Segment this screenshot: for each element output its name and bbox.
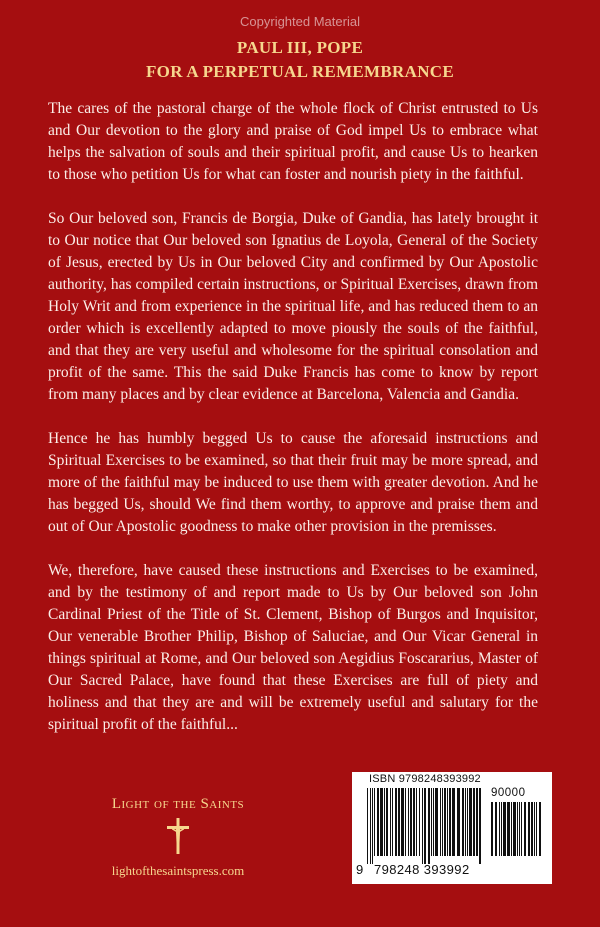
barcode-bar [491, 802, 493, 856]
paragraph-4: We, therefore, have caused these instructions and Exercises to be examined, and by the testimony of and report made to Us by Our beloved son John Cardinal Priest of the Title of St. Clement, Bishop of Burgos and Inquisitor, Our venerable Brother Philip, Bishop of Saluciae, and Our Vicar General in things spiritual at Rome, and Our beloved son Aegidius Foscararius, Master of Our Sacred Palace, have found that these Exercises are full of piety and holiness and that they are and will be extremely useful and salutary for the spiritual profit of the faithful... [48, 562, 538, 733]
barcode-bar [410, 788, 412, 856]
barcode-bar [380, 788, 383, 856]
barcode-bar [405, 788, 406, 856]
barcode-bar [528, 802, 530, 856]
barcode-bar [419, 788, 420, 856]
barcode-bar [442, 788, 443, 856]
barcode-bar [422, 788, 423, 864]
copyright-watermark: Copyrighted Material [240, 14, 360, 29]
barcode-bar [524, 802, 526, 856]
barcode-bar [440, 788, 441, 856]
barcode-bar [536, 802, 537, 856]
barcode-bar [519, 802, 520, 856]
price-barcode-bars [490, 802, 544, 864]
barcode-bar [499, 802, 500, 856]
barcode-bar [401, 788, 404, 856]
barcode-bar [511, 802, 512, 856]
price-code: 90000 [491, 787, 526, 799]
barcode-bar [435, 788, 438, 856]
barcode-bar [501, 802, 502, 856]
heading-line-2: FOR A PERPETUAL REMEMBRANCE [146, 62, 454, 81]
barcode-bar [444, 788, 446, 856]
barcode-bar [452, 788, 455, 856]
barcode-bar [413, 788, 415, 856]
barcode-bar [424, 788, 426, 864]
barcode-bar [517, 802, 518, 856]
barcode-bar [386, 788, 388, 856]
barcode-bar [384, 788, 385, 856]
isbn-label: ISBN 9798248393992 [369, 773, 481, 785]
barcode-bar [521, 802, 522, 856]
barcode-bar [370, 788, 371, 864]
barcode-bar [398, 788, 400, 856]
barcode-bar [374, 788, 375, 856]
barcode-bar [465, 788, 466, 856]
barcode-bar [479, 788, 481, 864]
barcode-bar [367, 788, 368, 864]
barcode-bar [431, 788, 432, 856]
barcode-bar [428, 788, 430, 864]
barcode-bar [473, 788, 475, 856]
barcode-bar [531, 802, 533, 856]
barcode-bar [503, 802, 506, 856]
heading-line-1: PAUL III, POPE [236, 38, 364, 57]
barcode-bar [513, 802, 516, 856]
publisher-block [78, 796, 278, 879]
page-heading [0, 36, 600, 84]
barcode-bar [534, 802, 535, 856]
barcode-bar [539, 802, 541, 856]
barcode-bar [392, 788, 393, 856]
barcode-bar [447, 788, 448, 856]
barcode-bar [467, 788, 468, 856]
barcode-bar [495, 802, 497, 856]
barcode-bar [408, 788, 409, 856]
barcode-digits: 798248 393992 [374, 862, 470, 877]
barcode-bar [462, 788, 464, 856]
publisher-name: Light of the Saints [111, 796, 245, 812]
isbn-barcode [352, 772, 552, 884]
body-text [48, 98, 538, 758]
barcode-bar [372, 788, 373, 864]
barcode-bars [366, 788, 484, 864]
paragraph-3: Hence he has humbly begged Us to cause the aforesaid instructions and Spiritual Exercises to be examined, so that their fruit may be more spread, and more of the faithful may be induced to use them with greater devotion. And he has begged Us, should We find them worthy, to approve and praise them and out of Our Apostolic goodness to make other provision in the premisses. [48, 430, 538, 535]
paragraph-2: So Our beloved son, Francis de Borgia, Duke of Gandia, has lately brought it to Our notice that Our beloved son Ignatius de Loyola, General of the Society of Jesus, erected by Us in Our beloved City and confirmed by Our Apostolic authority, has compiled certain instructions, or Spiritual Exercises, drawn from Holy Writ and from experience in the spiritual life, and has reduced them to an order which is excellently adapted to move piously the souls of the faithful, and that they are very useful and wholesome for the spiritual consolation and profit of the same. This the said Duke Francis has come to know by report from many places and by clear evidence at Barcelona, Valencia and Gandia. [48, 210, 538, 403]
barcode-digit-first: 9 [356, 862, 364, 877]
barcode-bar [457, 788, 460, 856]
barcode-bar [476, 788, 478, 856]
barcode-bar [449, 788, 451, 856]
barcode-bar [469, 788, 472, 856]
barcode-bar [395, 788, 397, 856]
barcode-bar [390, 788, 391, 856]
paragraph-1: The cares of the pastoral charge of the whole flock of Christ entrusted to Us and Our devotion to the glory and praise of God impel Us to embrace what helps the salvation of souls and their spiritual profit, and cause Us to hearken to those who petition Us for what can foster and nourish piety in the faithful. [48, 100, 538, 183]
publisher-url: lightofthesaintspress.com [111, 863, 245, 878]
crucifix-icon [163, 817, 193, 855]
barcode-bar [433, 788, 434, 856]
barcode-bar [507, 802, 510, 856]
barcode-bar [377, 788, 379, 856]
barcode-bar [416, 788, 417, 856]
